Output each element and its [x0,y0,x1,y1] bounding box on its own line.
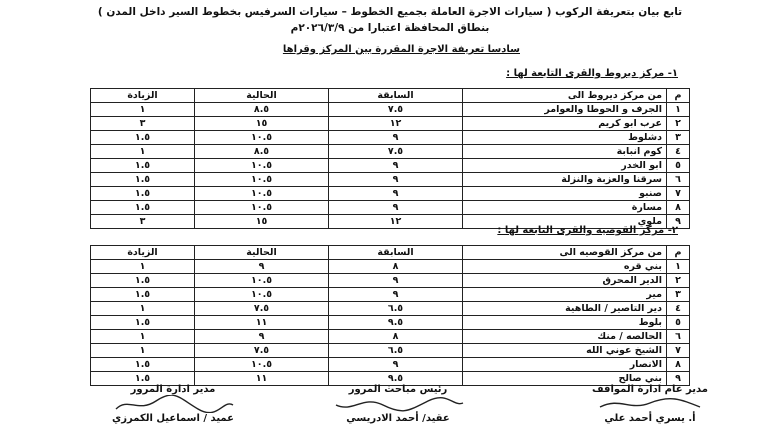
row-number: ٨ [667,201,690,215]
table-row [91,274,690,288]
row-current-fare: ١٠.٥ [195,288,329,302]
row-current-fare: ٧.٥ [195,344,329,358]
row-number: ٩ [667,215,690,229]
row-current-fare: ٩ [195,260,329,274]
row-number: ٩ [667,372,690,386]
row-destination: بني صالح [463,372,667,386]
row-previous-fare: ٧.٥ [329,145,463,159]
row-destination: مسارة [463,201,667,215]
row-current-fare: ٩ [195,330,329,344]
row-previous-fare: ٩ [329,173,463,187]
signature-name: عقيد/ أحمد الادريسي [346,413,450,424]
row-previous-fare: ٦.٥ [329,344,463,358]
row-increase: ١.٥ [91,288,195,302]
col-header-previous: السابقة [329,89,463,103]
row-number: ٣ [667,288,690,302]
row-destination: دير التاصير / الطاهية [463,302,667,316]
row-number: ٨ [667,358,690,372]
row-previous-fare: ٩ [329,358,463,372]
row-number: ١ [667,260,690,274]
table-row [91,358,690,372]
table-row [91,302,690,316]
row-previous-fare: ٩ [329,187,463,201]
table-row [91,344,690,358]
row-destination: ابو الخدر [463,159,667,173]
table-header-row [91,246,690,260]
row-increase: ١.٥ [91,131,195,145]
row-number: ٦ [667,330,690,344]
row-increase: ١.٥ [91,274,195,288]
title-line-2: بنطاق المحافظة اعتبارا من ٢٠٢٦/٣/٩م [290,22,490,34]
title-line-1: تابع بيان بتعريفة الركوب ( سيارات الاجرة العاملة بجميع الخطوط – سيارات السرفيس بخطوط السير داخل المدن ) [97,6,683,18]
row-increase: ٣ [91,117,195,131]
col-header-previous: السابقة [329,246,463,260]
table-row [91,159,690,173]
row-destination: سرقنا والعزبة والنزلة [463,173,667,187]
row-increase: ١.٥ [91,159,195,173]
signature-block-traffic-investigation [328,384,468,424]
row-number: ٥ [667,316,690,330]
row-destination: ملوي [463,215,667,229]
col-header-increase: الزيادة [91,246,195,260]
table2-body [91,260,690,386]
row-current-fare: ٨.٥ [195,103,329,117]
row-current-fare: ١٠.٥ [195,201,329,215]
row-increase: ٣ [91,215,195,229]
table-header-row [91,89,690,103]
row-increase: ١.٥ [91,187,195,201]
row-previous-fare: ١٢ [329,215,463,229]
table1-body [91,103,690,229]
row-current-fare: ١١ [195,316,329,330]
row-increase: ١.٥ [91,201,195,215]
col-header-current: الحالية [195,89,329,103]
row-destination: عرب ابو كريم [463,117,667,131]
row-destination: بني قره [463,260,667,274]
row-current-fare: ٧.٥ [195,302,329,316]
row-previous-fare: ٦.٥ [329,302,463,316]
handwritten-signature-icon [590,395,710,413]
row-current-fare: ١١ [195,372,329,386]
row-current-fare: ١٥ [195,117,329,131]
col-header-destination: من مركز ديروط الى [463,89,667,103]
row-increase: ١ [91,103,195,117]
row-previous-fare: ٧.٥ [329,103,463,117]
row-current-fare: ١٠.٥ [195,173,329,187]
row-destination: الدير المحرق [463,274,667,288]
row-previous-fare: ٩ [329,131,463,145]
row-number: ٢ [667,117,690,131]
table-row [91,316,690,330]
row-increase: ١.٥ [91,316,195,330]
row-destination: الحالصه / منك [463,330,667,344]
signature-block-parking [590,384,710,424]
table2-heading: ٢- مركز القوصية والقرى التابعه لها : [497,225,678,236]
col-header-increase: الزيادة [91,89,195,103]
row-increase: ١ [91,260,195,274]
row-previous-fare: ٩.٥ [329,316,463,330]
row-destination: دشلوط [463,131,667,145]
col-header-destination: من مركز القوصيه الى [463,246,667,260]
row-increase: ١ [91,330,195,344]
row-current-fare: ١٥ [195,215,329,229]
table-row [91,145,690,159]
col-header-number: م [667,246,690,260]
row-previous-fare: ٨ [329,260,463,274]
table-row [91,288,690,302]
row-current-fare: ١٠.٥ [195,358,329,372]
table-row [91,187,690,201]
table-row [91,173,690,187]
row-destination: كوم انبابة [463,145,667,159]
signature-block-traffic-director [108,384,238,424]
row-current-fare: ١٠.٥ [195,131,329,145]
col-header-number: م [667,89,690,103]
row-number: ٣ [667,131,690,145]
row-previous-fare: ٩ [329,159,463,173]
signature-title: مدير ادارة المرور [130,384,216,395]
section-heading: سادسا تعريفة الاجرة المقررة بين المركز وقراها [282,44,520,55]
col-header-current: الحالية [195,246,329,260]
row-current-fare: ١٠.٥ [195,187,329,201]
row-number: ١ [667,103,690,117]
row-previous-fare: ٩ [329,288,463,302]
signature-title: مدير عام ادارة المواقف [592,384,708,395]
table-row [91,201,690,215]
row-destination: مير [463,288,667,302]
row-destination: الشيخ عوني الله [463,344,667,358]
row-increase: ١.٥ [91,358,195,372]
row-increase: ١ [91,302,195,316]
row-increase: ١ [91,344,195,358]
signature-name: عميد / اسماعيل الكمرزي [112,413,234,424]
row-previous-fare: ٩ [329,274,463,288]
row-number: ٤ [667,302,690,316]
table-row [91,103,690,117]
row-number: ٦ [667,173,690,187]
table-row [91,117,690,131]
row-number: ٥ [667,159,690,173]
row-destination: الانصار [463,358,667,372]
row-destination: الجرف و الحوطا والعوامر [463,103,667,117]
table1-heading: ١- مركز ديروط والقرى التابعة لها : [506,68,678,79]
row-destination: بلوط [463,316,667,330]
document-title [80,4,700,36]
row-number: ٢ [667,274,690,288]
handwritten-signature-icon [328,395,468,413]
fare-table-dayrout [90,88,690,229]
row-increase: ١.٥ [91,372,195,386]
row-current-fare: ١٠.٥ [195,159,329,173]
table-row [91,330,690,344]
row-number: ٧ [667,187,690,201]
row-previous-fare: ٩.٥ [329,372,463,386]
table-row [91,131,690,145]
fare-table-qusiya [90,245,690,386]
row-previous-fare: ٩ [329,201,463,215]
table-row [91,260,690,274]
row-increase: ١.٥ [91,173,195,187]
handwritten-signature-icon [108,395,238,413]
row-number: ٧ [667,344,690,358]
row-previous-fare: ٨ [329,330,463,344]
row-destination: صنبو [463,187,667,201]
signature-name: أ. يسري أحمد علي [604,413,696,424]
row-increase: ١ [91,145,195,159]
row-previous-fare: ١٢ [329,117,463,131]
signature-title: رئيس مباحث المرور [348,384,448,395]
row-number: ٤ [667,145,690,159]
row-current-fare: ٨.٥ [195,145,329,159]
row-current-fare: ١٠.٥ [195,274,329,288]
